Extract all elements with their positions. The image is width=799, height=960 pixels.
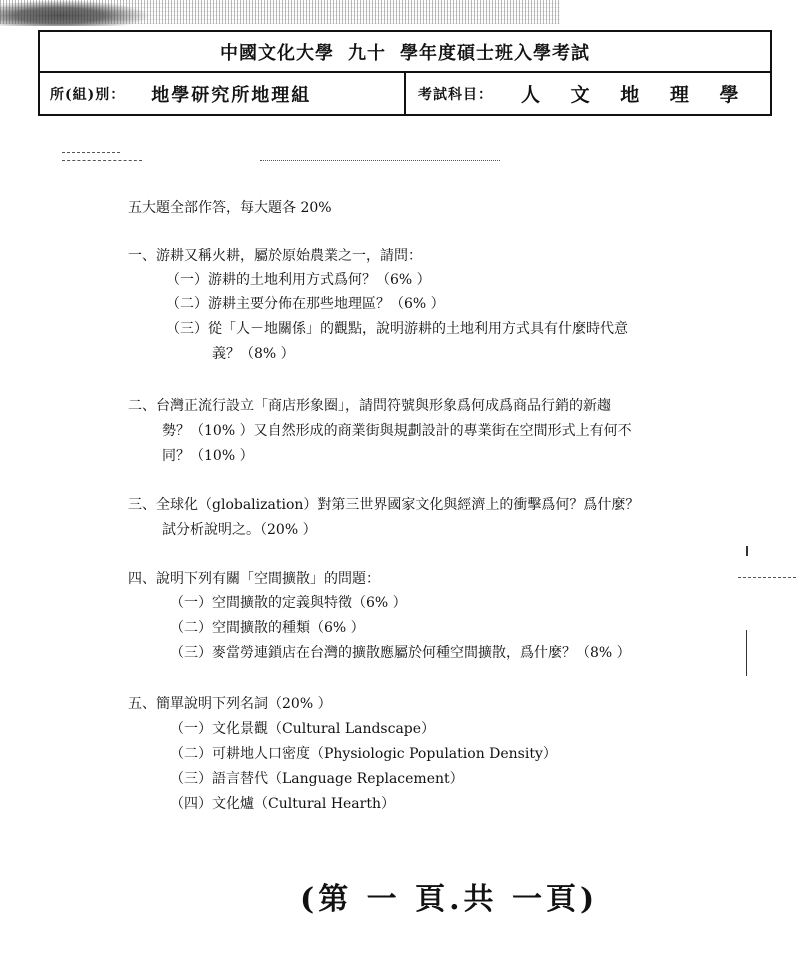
question-1-part-3: （三）從「人－地關係」的觀點，說明游耕的土地利用方式具有什麼時代意 xyxy=(166,321,628,337)
question-5-part-1: （一）文化景觀（Cultural Landscape） xyxy=(170,721,436,737)
department-value: 地學研究所地理組 xyxy=(151,84,312,106)
question-2-line-1: 二、台灣正流行設立「商店形象圈」，請問符號與形象爲何成爲商品行銷的新趨 xyxy=(128,398,611,414)
question-4-part-2: （二）空間擴散的種類（6% ） xyxy=(170,620,365,636)
academic-year: 九十 xyxy=(348,42,386,64)
question-1-part-1: （一）游耕的土地利用方式爲何？（6% ） xyxy=(166,272,431,288)
question-4-part-1: （一）空間擴散的定義與特徵（6% ） xyxy=(170,595,407,611)
instructions: 五大題全部作答，每大題各 20% xyxy=(128,200,332,216)
question-2-line-3: 同？（10% ） xyxy=(162,448,254,464)
page-number: (第 一 頁.共 一頁) xyxy=(300,882,599,917)
question-3-line-2: 試分析說明之。（20% ） xyxy=(162,522,317,538)
question-5-part-4: （四）文化爐（Cultural Hearth） xyxy=(170,796,395,812)
question-5-part-3: （三）語言替代（Language Replacement） xyxy=(170,771,464,787)
question-4-stem: 四、說明下列有關「空間擴散」的問題： xyxy=(128,571,380,587)
question-4-part-3: （三）麥當勞連鎖店在台灣的擴散應屬於何種空間擴散，爲什麼？（8% ） xyxy=(170,645,631,661)
school-name: 中國文化大學 xyxy=(220,42,334,64)
question-1-part-3-cont: 義？（8% ） xyxy=(212,346,295,362)
question-1-part-2: （二）游耕主要分佈在那些地理區？（6% ） xyxy=(166,296,445,312)
question-5-part-2: （二）可耕地人口密度（Physiologic Population Density） xyxy=(170,746,557,762)
question-3-line-1: 三、全球化（globalization）對第三世界國家文化與經濟上的衝擊爲何？爲什麼？ xyxy=(128,497,640,513)
exam-name: 學年度碩士班入學考試 xyxy=(400,42,590,64)
question-2-line-2: 勢？（10% ）又自然形成的商業街與規劃設計的專業街在空間形式上有何不 xyxy=(162,423,632,439)
question-1-stem: 一、游耕又稱火耕，屬於原始農業之一，請問： xyxy=(128,248,422,264)
department-label: 所(組)別： xyxy=(50,86,126,103)
question-5-stem: 五、簡單說明下列名詞（20% ） xyxy=(128,696,332,712)
subject-label: 考試科目： xyxy=(418,86,493,103)
subject-value: 人 文 地 理 學 xyxy=(521,84,751,106)
